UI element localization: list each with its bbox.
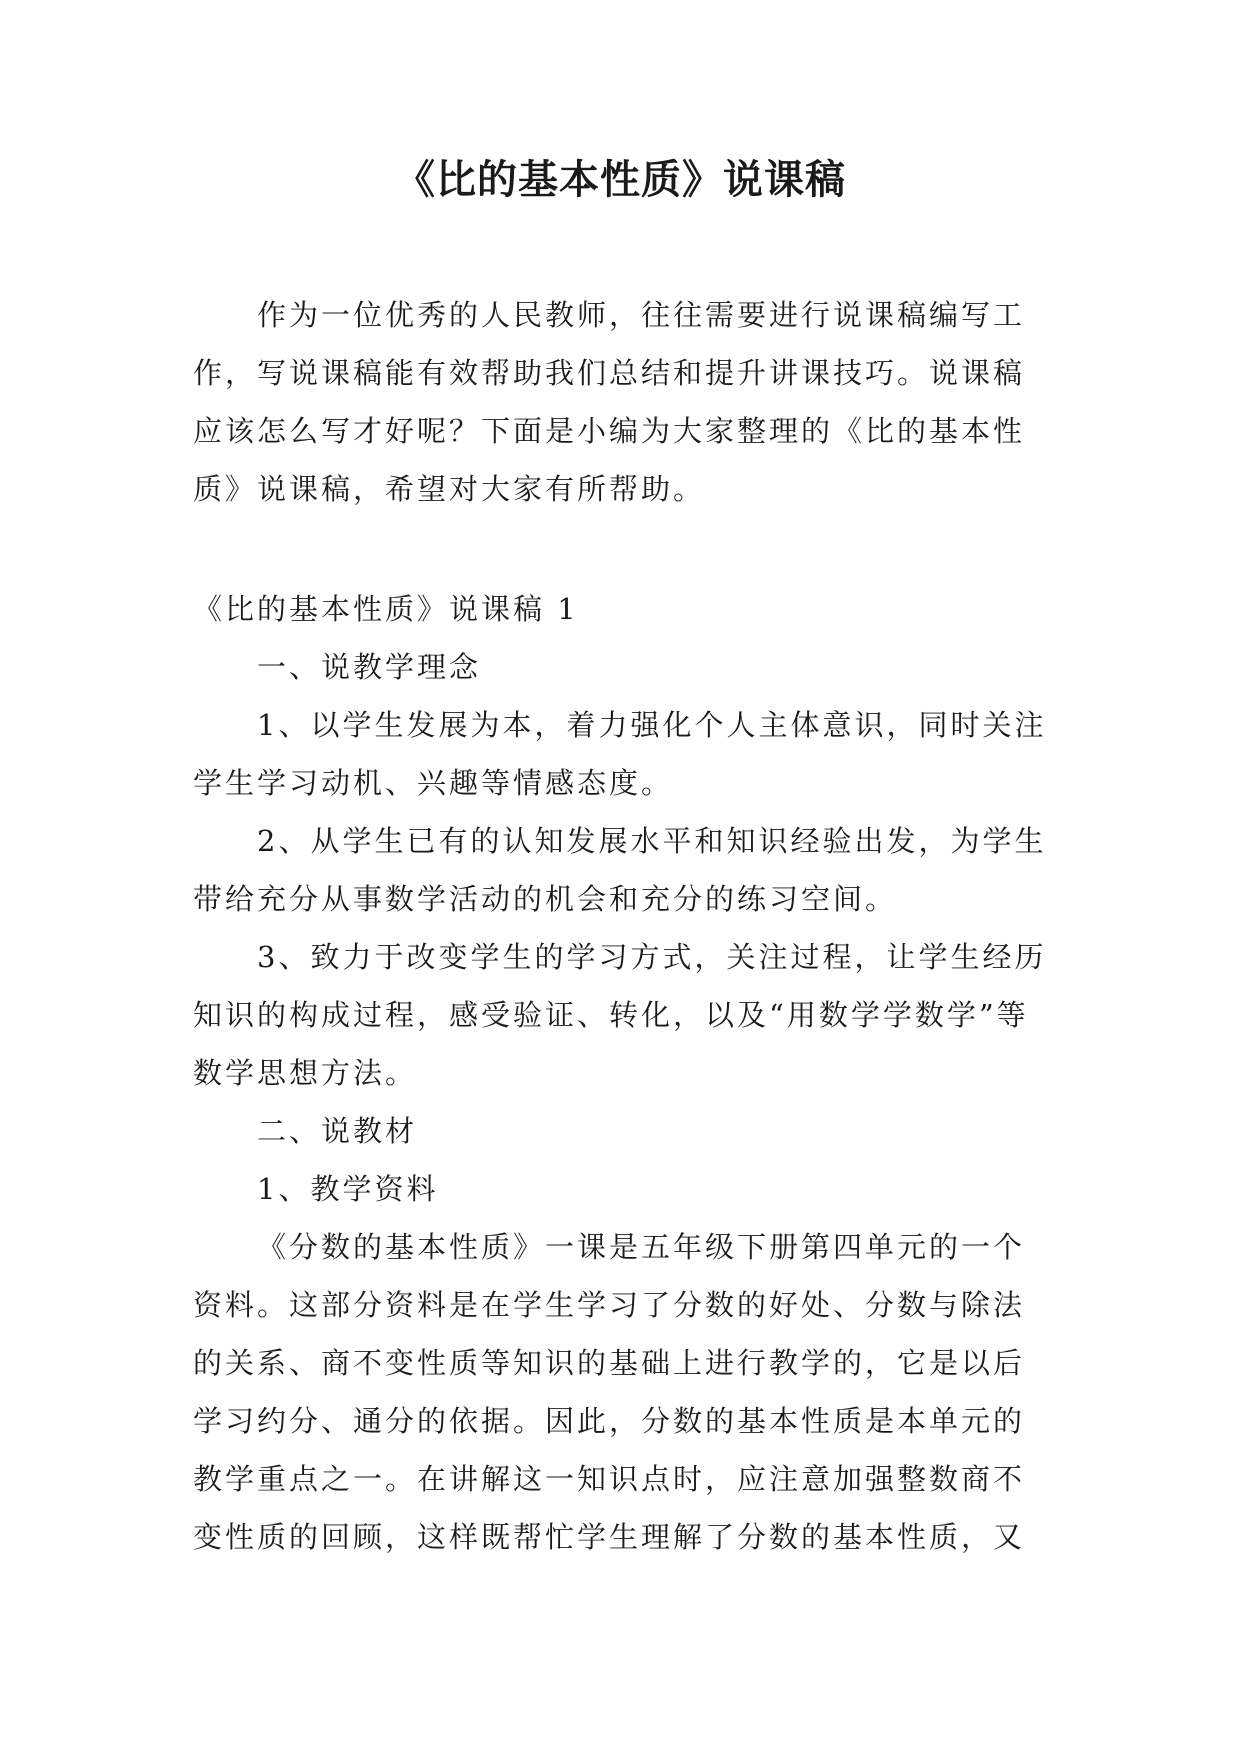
section-block — [193, 580, 1051, 1566]
paragraph-teaching-material: 《分数的基本性质》一课是五年级下册第四单元的一个资料。这部分资料是在学生学习了分数的好处、分数与除法的关系、商不变性质等知识的基础上进行教学的，它是以后学习约分、通分的依据。因此，分数的基本性质是本单元的教学重点之一。在讲解这一知识点时，应注意加强整数商不变性质的回顾，这样既帮忙学生理解了分数的基本性质，又 — [193, 1230, 1026, 1554]
section-heading-teaching-concept: 一、说教学理念 — [257, 650, 482, 684]
intro-paragraph: 作为一位优秀的人民教师，往往需要进行说课稿编写工作，写说课稿能有效帮助我们总结和提升讲课技巧。说课稿应该怎么写才好呢？下面是小编为大家整理的《比的基本性质》说课稿，希望对大家有所帮助。 — [193, 298, 1026, 506]
subheading-teaching-material: 1、教学资料 — [257, 1172, 439, 1206]
document-title: 《比的基本性质》说课稿 — [395, 157, 846, 203]
section-heading: 《比的基本性质》说课稿 1 — [193, 592, 579, 626]
intro-block — [193, 286, 1051, 518]
paragraph-concept-3: 3、致力于改变学生的学习方式，关注过程，让学生经历知识的构成过程，感受验证、转化，以及“用数学学数学”等数学思想方法。 — [193, 940, 1047, 1090]
paragraph-concept-2: 2、从学生已有的认知发展水平和知识经验出发，为学生带给充分从事数学活动的机会和充分的练习空间。 — [193, 824, 1047, 916]
section-heading-textbook: 二、说教材 — [257, 1114, 418, 1148]
paragraph-concept-1: 1、以学生发展为本，着力强化个人主体意识，同时关注学生学习动机、兴趣等情感态度。 — [193, 708, 1047, 800]
